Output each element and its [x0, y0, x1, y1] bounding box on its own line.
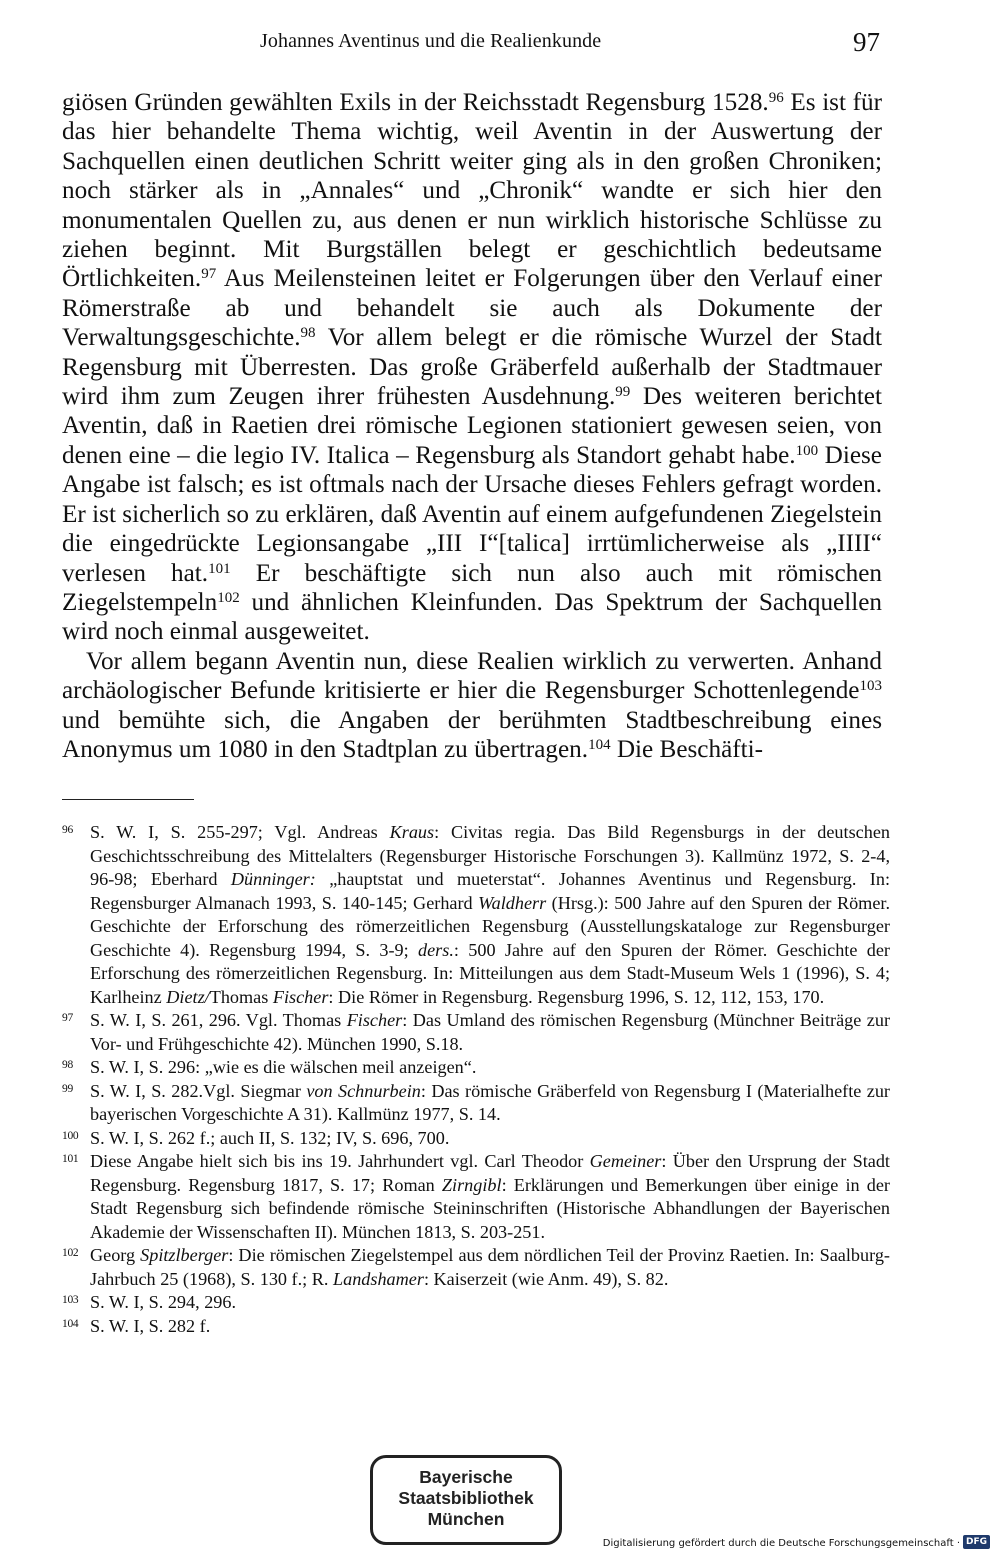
text-span: Aus Meilensteinen leitet er Folgerungen über den Verlauf einer Römerstraße ab und behandelt sie auch als Dokumente der Verwaltungsgeschichte.	[62, 265, 882, 352]
author-name: Fischer	[272, 986, 329, 1007]
footnote-104	[62, 1315, 890, 1339]
footnote-number: 104	[62, 1317, 79, 1330]
text-span: Vor allem belegt er die römische Wurzel der Stadt Regensburg mit Überresten. Das große Gräberfeld außerhalb der Stadtmauer wird ihm zum Zeugen ihrer frühesten Ausdehnung.	[62, 324, 882, 411]
text-span: Vor allem begann Aventin nun, diese Realien wirklich zu verwerten. Anhand archäologischer Befunde kritisierte er hier die Regensburger Schottenlegende	[62, 647, 882, 705]
text-span: S. W. I, S. 255-297; Vgl. Andreas	[90, 822, 390, 842]
footnote-101	[62, 1150, 890, 1244]
author-name: Kraus	[389, 822, 435, 842]
text-span: „hauptstat und mueterstat“. Johannes Aventinus und Regensburg. In: Regensburger Almanach 1993, S. 140-145; Gerhard	[90, 869, 890, 913]
text-span: : Das römische Gräberfeld von Regensburg I (Materialhefte zur bayerischen Vorgeschichte A 31). Kallmünz 1977, S. 14.	[90, 1080, 890, 1124]
footnote-96	[62, 821, 890, 1009]
text-span: S. W. I, S. 262 f.; auch II, S. 132; IV, S. 696, 700.	[90, 1127, 450, 1148]
footnotes	[62, 821, 890, 1338]
author-name: Fischer	[346, 1010, 403, 1030]
author-name: ders.	[418, 939, 454, 960]
footnote-number: 103	[62, 1294, 79, 1306]
text-span: S. W. I, S. 282 f.	[90, 1315, 211, 1336]
footnote-ref-104: 104	[588, 736, 611, 753]
text-span: Georg	[90, 1245, 141, 1265]
text-span: Des weiteren berichtet Aventin, daß in Raetien drei römische Legionen stationiert gewesen seien, von denen eine – die legio IV. Italica – Regensburg als Standort gehabt habe.	[62, 383, 882, 469]
paragraph-2	[62, 647, 882, 765]
footnote-number: 98	[62, 1059, 73, 1071]
footnote-ref-103: 103	[859, 678, 882, 695]
footnote-number: 102	[62, 1247, 79, 1259]
text-span: : Die römischen Ziegelstempel aus dem nördlichen Teil der Provinz Raetien. In: Saalburg-Jahrbuch 25 (1968), S. 130 f.; R.	[90, 1245, 890, 1289]
footnote-102	[62, 1244, 890, 1291]
footnote-97	[62, 1009, 890, 1056]
stamp-line: München	[427, 1509, 505, 1529]
footnote-number: 97	[62, 1012, 73, 1024]
text-span: S. W. I, S. 261, 296. Vgl. Thomas	[90, 1010, 347, 1030]
author-name: Zirngibl	[441, 1174, 502, 1195]
footnote-number: 100	[62, 1129, 79, 1142]
footnote-number: 96	[62, 824, 73, 836]
text-span: S. W. I, S. 294, 296.	[90, 1292, 237, 1312]
footnote-103	[62, 1291, 890, 1315]
author-name: Spitzlberger	[140, 1245, 229, 1265]
text-span: Diese Angabe ist falsch; es ist oftmals nach der Ursache dieses Fehlers gefragt worden. Er ist sicherlich so zu erklären, daß Aventin auf einem aufgefundenen Ziegelstein die eingedrückte Legionsangabe „III I“[talica] irrtümlicherweise als „IIII“ verlesen hat.	[62, 441, 882, 587]
dfg-logo: DFG	[963, 1535, 990, 1549]
footnote-ref-98: 98	[300, 325, 316, 342]
text-span: Er beschäftigte sich nun also auch mit römischen Ziegelstempeln	[62, 559, 883, 616]
library-stamp	[370, 1455, 562, 1545]
text-span: Die Beschäfti-	[610, 735, 764, 763]
text-span: : 500 Jahre auf den Spuren der Römer. Geschichte der Erforschung des römerzeitlichen Regensburg. In: Mitteilungen aus dem Stadt-Museum Wels 1 (1996), S. 4; Karlheinz	[90, 939, 890, 1007]
text-span: : Erklärungen und Bemerkungen über einige in der Stadt Regensburg sich befindende römische Steininschriften (Historische Abhandlungen der Bayerischen Akademie der Wissenschaften II). München 1813, S. 203-251.	[90, 1174, 890, 1242]
footnote-number: 99	[62, 1082, 73, 1095]
text-span: : Civitas regia. Das Bild Regensburgs in der deutschen Geschichtsschreibung des Mittelalters (Regensburger Historische Forschungen 3). Kallmünz 1972, S. 2-4, 96-98; Eberhard	[90, 822, 890, 889]
footnote-number: 101	[62, 1153, 79, 1165]
text-span: : Die Römer in Regensburg. Regensburg 1996, S. 12, 112, 153, 170.	[328, 986, 825, 1007]
paragraph-1	[62, 88, 882, 647]
stamp-line: Bayerische	[419, 1467, 513, 1487]
footnote-ref-97: 97	[201, 266, 217, 283]
author-name: Dietz/	[166, 986, 210, 1007]
author-name: von Schnurbein	[306, 1080, 421, 1101]
text-span: : Das Umland des römischen Regensburg (Münchner Beiträge zur Vor- und Frühgeschichte 42). München 1990, S.18.	[90, 1010, 890, 1054]
text-span: (Hrsg.): 500 Jahre auf den Spuren der Römer. Geschichte der Erforschung des römerzeitlichen Regensburg (Ausstellungskataloge zur Regensburger Geschichte 4). Regensburg 1994, S. 3-9;	[90, 892, 890, 960]
author-name: Landshamer	[332, 1268, 424, 1289]
text-span: und bemühte sich, die Angaben der berühmten Stadtbeschreibung eines Anonymus um 1080 in den Stadtplan zu übertragen.	[62, 706, 882, 763]
footnote-ref-100: 100	[795, 442, 819, 459]
footnote-separator	[62, 799, 194, 800]
author-name: Waldherr	[478, 892, 547, 913]
text-span: S. W. I, S. 282.Vgl. Siegmar	[90, 1080, 307, 1101]
text-span: giösen Gründen gewählten Exils in der Reichsstadt Regensburg 1528.	[62, 89, 769, 116]
text-span: Thomas	[209, 986, 273, 1007]
text-span: : Kaiserzeit (wie Anm. 49), S. 82.	[423, 1268, 669, 1289]
stamp-line: Staatsbibliothek	[398, 1488, 534, 1508]
text-span: Es ist für das hier behandelte Thema wichtig, weil Aventin in der Auswertung der Sachquellen einen deutlichen Schritt weiter ging als in den großen Chroniken; noch stärker als in „Annales“ und „Chronik“ wandte er sich hier den monumentalen Quellen zu, aus denen er nun wirklich historische Schlüsse zu ziehen beginnt. Mit Burgställen belegt er geschichtlich bedeutsame Örtlichkeiten.	[62, 89, 882, 293]
footnote-ref-99: 99	[615, 384, 631, 401]
footnote-ref-101: 101	[208, 560, 231, 577]
author-name: Dünninger:	[230, 869, 316, 889]
footnote-100	[62, 1127, 890, 1151]
running-head: Johannes Aventinus und die Realienkunde	[260, 30, 602, 52]
footnote-99	[62, 1080, 890, 1127]
page-number: 97	[853, 27, 880, 57]
text-span: Diese Angabe hielt sich bis ins 19. Jahrhundert vgl. Carl Theodor	[90, 1151, 590, 1171]
main-text	[62, 88, 882, 764]
footnote-98	[62, 1056, 890, 1080]
text-span: und ähnlichen Kleinfunden. Das Spektrum der Sachquellen wird noch einmal ausgeweitet.	[62, 588, 882, 646]
digitization-notice: Digitalisierung gefördert durch die Deutsche Forschungsgemeinschaft ·	[602, 1538, 960, 1549]
text-span: S. W. I, S. 296: „wie es die wälschen meil anzeigen“.	[90, 1057, 477, 1077]
footnote-ref-96: 96	[768, 90, 784, 106]
footnote-ref-102: 102	[217, 589, 240, 606]
author-name: Gemeiner	[589, 1151, 662, 1171]
text-span: : Über den Ursprung der Stadt Regensburg. Regensburg 1817, S. 17; Roman	[90, 1151, 890, 1195]
